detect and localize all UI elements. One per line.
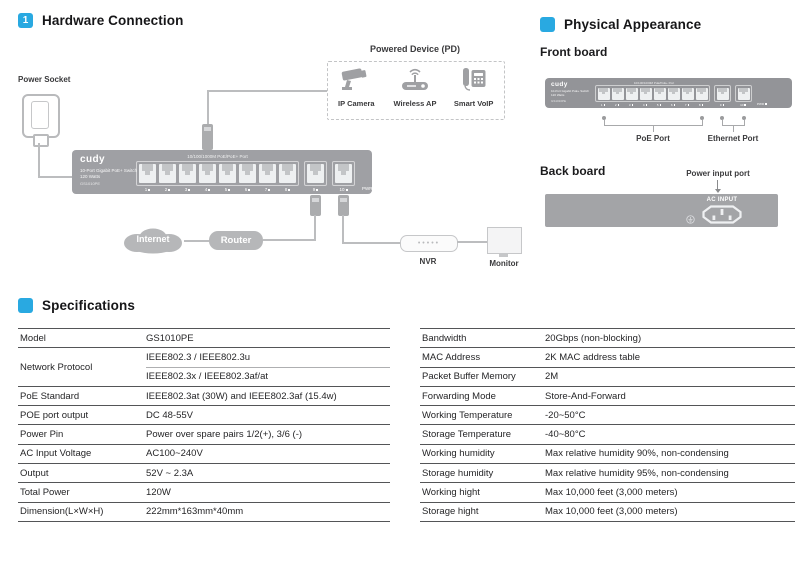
rj45-port — [179, 164, 196, 183]
spec-row — [420, 348, 795, 367]
spec-label: Dimension(L×W×H) — [20, 506, 104, 518]
spec-row — [18, 329, 390, 348]
pd-cable-vertical — [207, 90, 209, 126]
rj45-plug-top — [202, 124, 213, 150]
pd-device-label: Wireless AP — [393, 99, 437, 108]
spec-label: PoE Standard — [20, 390, 80, 402]
led-dot — [765, 103, 767, 105]
power-input-arrowhead — [715, 189, 721, 193]
spec-row — [18, 503, 390, 522]
spec-row — [420, 445, 795, 464]
port-number-label: 8 — [695, 103, 707, 107]
spec-row — [420, 387, 795, 406]
switch-power-text: 120 Watts — [551, 92, 565, 97]
spec-row — [420, 464, 795, 483]
rj45-port — [598, 88, 610, 100]
switch-name-text: 10-Port Gigabit PoE+ Switch — [551, 89, 590, 93]
led-dot — [168, 189, 170, 191]
internet-router-link — [184, 240, 209, 242]
specifications-header — [18, 298, 135, 313]
pwr-led-label: PWR — [757, 102, 767, 106]
spec-value: -40~80°C — [545, 429, 586, 441]
port-number-label: 7 — [259, 187, 276, 192]
spec-value: 120W — [146, 487, 171, 499]
pd-device-ip-camera — [328, 66, 384, 108]
spec-label: Output — [20, 467, 49, 479]
physical-appearance-header — [540, 17, 701, 32]
rj45-port — [654, 88, 666, 100]
ports-banner: 10/100/1000M PoE/PoE+ Port — [187, 154, 248, 159]
router-node: Router — [209, 231, 263, 250]
spec-label: Total Power — [20, 487, 70, 499]
switch-faceplate-text — [80, 154, 137, 186]
rj45-port — [717, 88, 729, 100]
spec-table-left — [18, 328, 390, 522]
led-dot — [228, 189, 230, 191]
led-dot — [288, 189, 290, 191]
pd-box-title: Powered Device (PD) — [369, 44, 461, 54]
port-number-label: 7 — [681, 103, 693, 107]
front-faceplate-text — [551, 81, 589, 103]
rj45-port — [682, 88, 694, 100]
spec-value: Power over spare pairs 1/2(+), 3/6 (-) — [146, 429, 303, 441]
rj45-port — [219, 164, 236, 183]
rj45-port — [199, 164, 216, 183]
port-number-label: 9 — [716, 103, 728, 107]
spec-value: -20~50°C — [545, 409, 586, 421]
spec-label: Working Temperature — [422, 409, 513, 421]
section-number-badge: 1 — [18, 13, 33, 28]
pd-device-smart-voip — [446, 66, 502, 108]
pd-device-label: IP Camera — [338, 99, 375, 108]
spec-table-right — [420, 328, 795, 522]
pd-cable-horizontal — [207, 90, 327, 92]
power-cable-vertical — [38, 143, 40, 177]
spec-row — [18, 445, 390, 464]
spec-value: 20Gbps (non-blocking) — [545, 332, 642, 344]
monitor-device — [487, 227, 522, 254]
spec-label: Storage Temperature — [422, 429, 512, 441]
pd-device-label: Smart VoIP — [453, 99, 494, 108]
led-dot — [208, 189, 210, 191]
smart-voip-icon — [459, 66, 489, 97]
section-title: Hardware Connection — [42, 13, 184, 28]
poe-bracket-tick — [653, 125, 654, 132]
nvr-cable-vertical — [342, 215, 344, 244]
spec-value: Max 10,000 feet (3,000 meters) — [545, 506, 678, 518]
back-board-title: Back board — [540, 164, 606, 178]
pd-devices — [327, 66, 503, 114]
ac-inlet-icon — [702, 205, 742, 229]
cudy-logo: cudy — [80, 154, 105, 165]
back-board-drawing — [545, 194, 778, 227]
switch-device — [72, 150, 372, 194]
power-input-port-label: Power input port — [686, 169, 750, 178]
led-dot — [744, 104, 746, 106]
port-number-label: 10 — [737, 103, 749, 107]
rj45-plug-port9 — [310, 195, 321, 216]
rj45-port — [668, 88, 680, 100]
spec-label: Packet Buffer Memory — [422, 371, 516, 383]
rj45-port — [696, 88, 708, 100]
port-group — [136, 161, 299, 192]
rj45-port — [626, 88, 638, 100]
led-dot — [316, 189, 318, 191]
rj45-port — [279, 164, 296, 183]
spec-value: Max 10,000 feet (3,000 meters) — [545, 487, 678, 499]
port-number-label: 4 — [639, 103, 651, 107]
spec-row — [420, 425, 795, 444]
led-dot — [374, 188, 376, 190]
internet-cloud — [120, 227, 186, 255]
spec-value: IEEE802.3 / IEEE802.3u — [146, 351, 251, 363]
led-dot — [248, 189, 250, 191]
port-group — [714, 85, 731, 107]
led-dot — [604, 104, 606, 106]
port-group — [304, 161, 327, 192]
rj45-port — [335, 164, 352, 183]
port-number-label: 6 — [239, 187, 256, 192]
nvr-device: ••••• — [400, 235, 458, 252]
spec-label: Working humidity — [422, 448, 495, 460]
rj45-port — [239, 164, 256, 183]
ip-camera-icon — [339, 66, 373, 97]
port-number-label: 1 — [139, 187, 156, 192]
ethernet-port-label: Ethernet Port — [707, 134, 759, 143]
spec-value: Max relative humidity 95%, non-condensing — [545, 467, 729, 479]
port-number-label: 5 — [653, 103, 665, 107]
spec-row — [420, 329, 795, 348]
nvr-cable-horizontal — [342, 242, 400, 244]
spec-value: GS1010PE — [146, 332, 194, 344]
spec-label: Model — [20, 332, 46, 344]
spec-label: Network Protocol — [20, 361, 93, 373]
switch-power-text: 120 Watts — [80, 173, 101, 179]
poe-port-label: PoE Port — [636, 134, 670, 143]
port-number-label: 3 — [179, 187, 196, 192]
port-number-label: 3 — [625, 103, 637, 107]
spec-value: 2M — [545, 371, 559, 383]
spec-row — [18, 464, 390, 483]
spec-row — [18, 425, 390, 444]
rj45-port — [640, 88, 652, 100]
rj45-port — [307, 164, 324, 183]
spec-row — [420, 483, 795, 502]
monitor-label: Monitor — [489, 259, 519, 268]
ac-input-label: AC INPUT — [706, 197, 738, 203]
router-cable-horizontal — [263, 239, 316, 241]
router-cable-vertical — [314, 215, 316, 241]
power-socket-inner — [31, 101, 49, 129]
cudy-logo: cudy — [551, 81, 568, 88]
rj45-port — [612, 88, 624, 100]
spec-value: DC 48-55V — [146, 409, 193, 421]
ports-banner: 10/100/1000M PoE/PoE+ Port — [633, 80, 675, 85]
ground-icon — [686, 211, 695, 229]
led-dot — [688, 104, 690, 106]
power-socket-label: Power Socket — [18, 75, 71, 84]
spec-value: 2K MAC address table — [545, 351, 641, 363]
spec-label: Power Pin — [20, 429, 64, 441]
rj45-port — [139, 164, 156, 183]
spec-value: IEEE802.3x / IEEE802.3af/at — [146, 367, 390, 386]
port-number-label: 10 — [335, 187, 352, 192]
rj45-port — [259, 164, 276, 183]
spec-label: MAC Address — [422, 351, 481, 363]
led-dot — [346, 189, 348, 191]
ethernet-bracket-tick — [733, 125, 734, 132]
port-number-label: 8 — [279, 187, 296, 192]
pwr-led-label: PWR — [362, 186, 376, 191]
spec-row — [18, 483, 390, 502]
spec-value: 222mm*163mm*40mm — [146, 506, 244, 518]
spec-label: POE port output — [20, 409, 89, 421]
power-plug — [33, 134, 49, 147]
power-cable-horizontal — [38, 176, 74, 178]
nvr-monitor-link — [457, 241, 487, 243]
spec-value: Store-And-Forward — [545, 390, 626, 402]
led-dot — [674, 104, 676, 106]
led-dot — [188, 189, 190, 191]
led-dot — [148, 189, 150, 191]
port-number-label: 5 — [219, 187, 236, 192]
section-title: Physical Appearance — [564, 17, 702, 32]
spec-value: 52V ~ 2.3A — [146, 467, 194, 479]
section-badge — [540, 17, 555, 32]
led-dot — [723, 104, 725, 106]
power-input-arrow — [717, 180, 718, 189]
led-dot — [702, 104, 704, 106]
spec-row — [420, 368, 795, 387]
spec-label: Forwarding Mode — [422, 390, 496, 402]
pd-device-wireless-ap — [387, 66, 443, 108]
internet-label: Internet — [136, 234, 170, 244]
port-number-label: 4 — [199, 187, 216, 192]
led-dot — [660, 104, 662, 106]
spec-value: Max relative humidity 90%, non-condensing — [545, 448, 729, 460]
hardware-connection-header — [18, 13, 183, 28]
rj45-plug-port10 — [338, 195, 349, 216]
port-groups — [136, 161, 376, 192]
port-number-label: 6 — [667, 103, 679, 107]
port-groups — [595, 85, 767, 107]
switch-model-text: GS1010PE — [551, 98, 567, 103]
spec-label: Storage hight — [422, 506, 479, 518]
spec-label: Storage humidity — [422, 467, 494, 479]
led-dot — [632, 104, 634, 106]
nvr-label: NVR — [419, 257, 437, 266]
switch-name-text: 10-Port Gigabit PoE+ Switch — [80, 168, 138, 173]
section-badge — [18, 298, 33, 313]
spec-label: AC Input Voltage — [20, 448, 92, 460]
port-number-label: 2 — [611, 103, 623, 107]
switch-model-text: GS1010PE — [80, 181, 101, 187]
port-number-label: 9 — [307, 187, 324, 192]
port-group — [332, 161, 355, 192]
port-number-label: 1 — [597, 103, 609, 107]
spec-value: IEEE802.3at (30W) and IEEE802.3af (15.4w) — [146, 390, 337, 402]
led-dot — [618, 104, 620, 106]
port-number-label: 2 — [159, 187, 176, 192]
port-group — [735, 85, 752, 107]
led-dot — [268, 189, 270, 191]
spec-row — [420, 406, 795, 425]
rj45-port — [738, 88, 750, 100]
port-group — [595, 85, 710, 107]
power-socket-drawing — [22, 94, 60, 138]
spec-row — [18, 348, 390, 387]
spec-label: Bandwidth — [422, 332, 467, 344]
spec-row — [18, 387, 390, 406]
spec-value: AC100~240V — [146, 448, 203, 460]
rj45-port — [159, 164, 176, 183]
spec-label: Working hight — [422, 487, 480, 499]
section-title: Specifications — [42, 298, 135, 313]
wireless-ap-icon — [398, 66, 432, 97]
spec-row — [420, 503, 795, 522]
spec-row — [18, 406, 390, 425]
front-board-title: Front board — [540, 45, 608, 59]
front-board-drawing — [545, 78, 792, 108]
led-dot — [646, 104, 648, 106]
